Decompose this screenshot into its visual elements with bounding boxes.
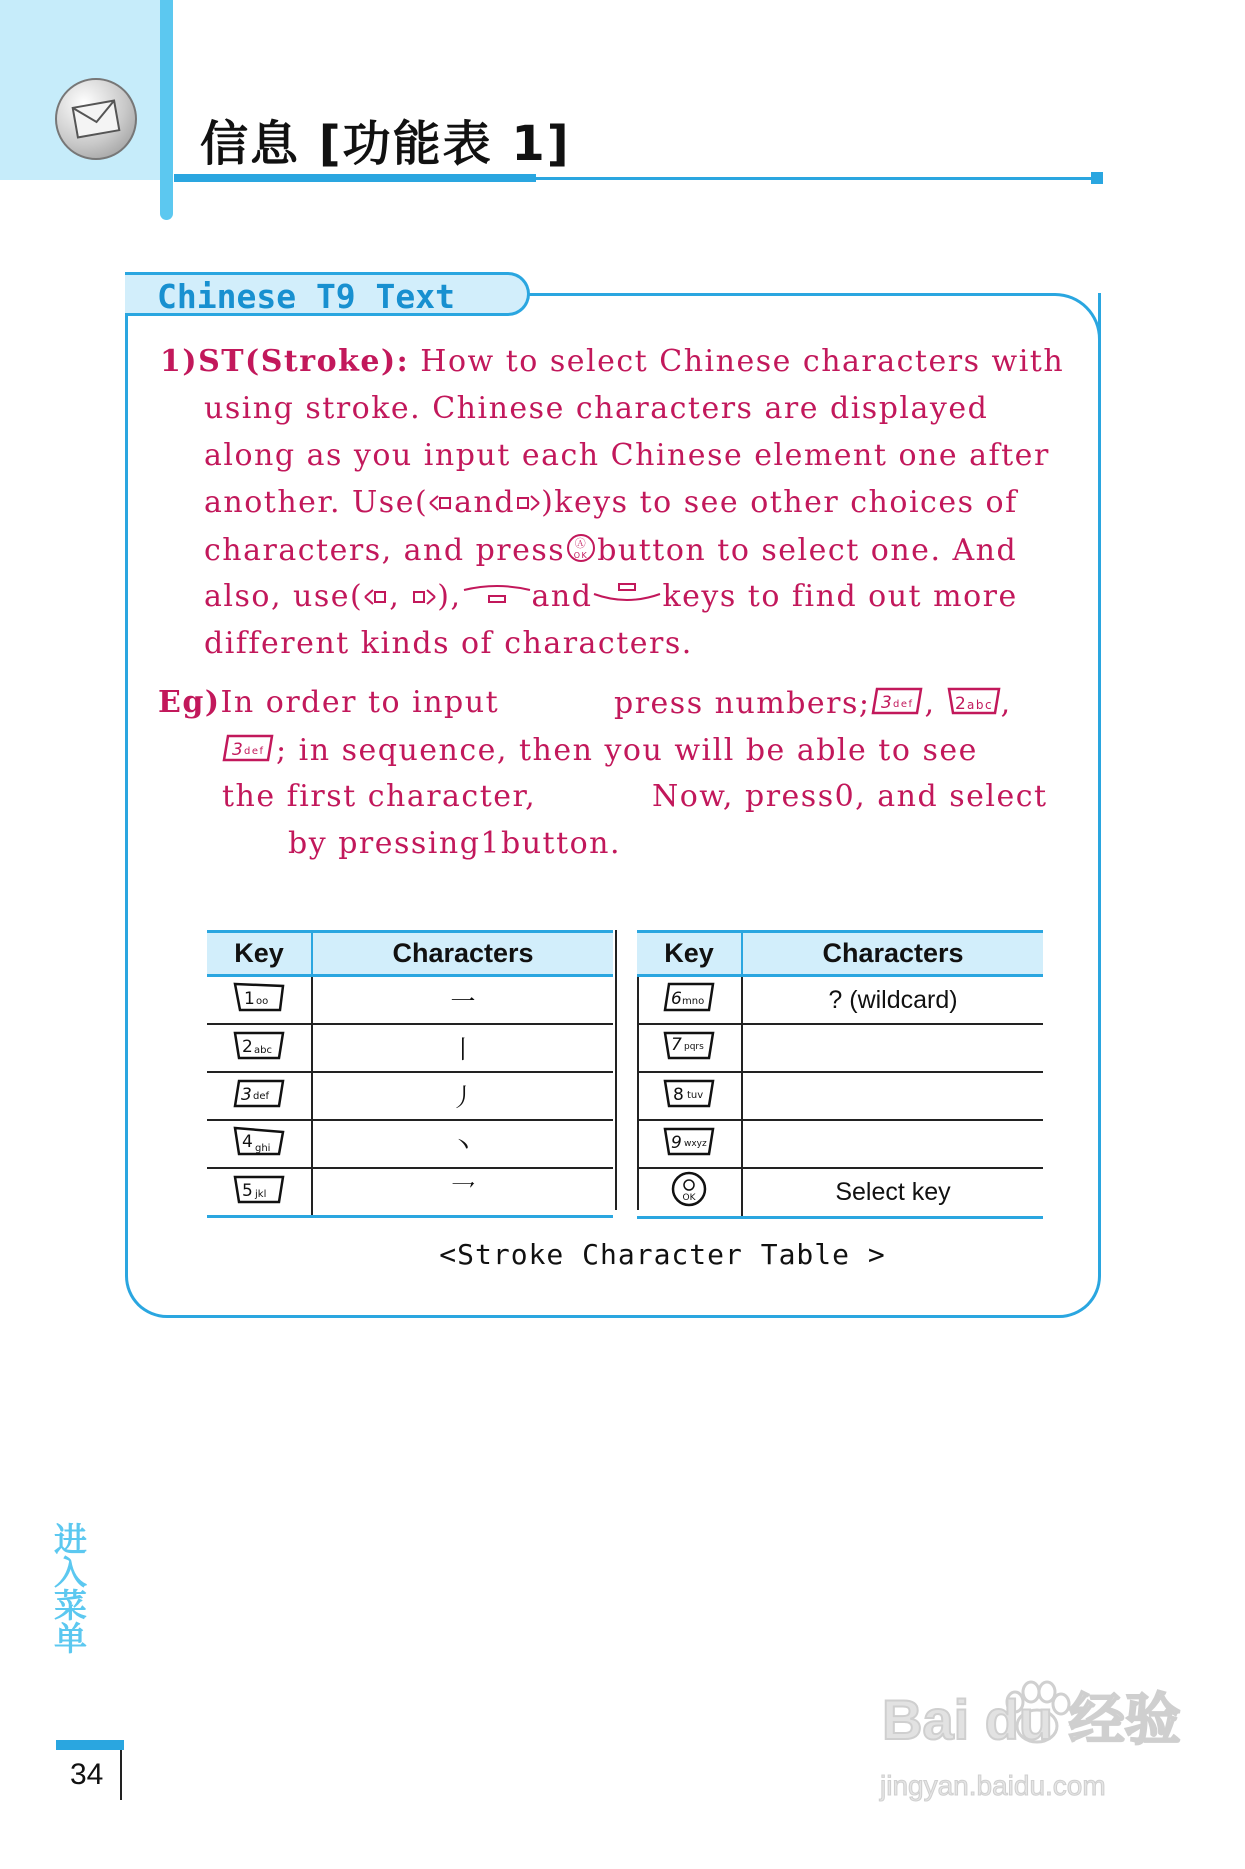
table-row [207, 1120, 613, 1168]
section-tab [125, 272, 530, 316]
stroke-char: 一 [312, 976, 613, 1025]
table-caption: <Stroke Character Table > [439, 1238, 886, 1271]
section-title: Chinese T9 Text [157, 277, 456, 316]
header-rule [536, 177, 1096, 180]
text-line: also, use( [204, 579, 364, 614]
svg-text:OK: OK [573, 551, 589, 560]
paragraph-line-2: using stroke. Chinese characters are displayed [204, 391, 989, 426]
svg-text:5: 5 [242, 1180, 253, 1201]
example-label: Eg) [158, 685, 221, 720]
key-3-icon [207, 1072, 312, 1120]
page-number-rule [120, 1750, 122, 1800]
separator: , [1000, 686, 1012, 721]
svg-text:Ⓐ: Ⓐ [574, 537, 588, 550]
stroke-char: 丿 [312, 1072, 613, 1120]
svg-text:8: 8 [673, 1084, 684, 1105]
right-arrow-key-icon [515, 487, 541, 522]
column-header-key: Key [637, 932, 742, 976]
right-arrow-key-icon [411, 581, 437, 616]
svg-text:7: 7 [671, 1034, 682, 1055]
text-line: , [389, 579, 401, 614]
text-line: keys to find out more [662, 579, 1018, 614]
svg-text:pqrs: pqrs [684, 1041, 704, 1052]
stroke-char: 丨 [312, 1024, 613, 1072]
table-row [207, 976, 613, 1025]
stroke-char: Select key [742, 1168, 1043, 1218]
table-row [637, 976, 1043, 1025]
table-row [637, 1120, 1043, 1168]
stroke-label: 1)ST(Stroke): [160, 344, 410, 379]
svg-text:9: 9 [671, 1132, 682, 1153]
paragraph-line-3: along as you input each Chinese element one after [204, 438, 1050, 473]
text-line: press numbers; [614, 686, 871, 721]
text-line: and [531, 579, 593, 614]
svg-text:2: 2 [242, 1036, 253, 1057]
text-line: characters, and press [204, 533, 566, 568]
key-5-icon [207, 1168, 312, 1217]
svg-text:3: 3 [232, 740, 245, 760]
svg-text:OK: OK [682, 1193, 696, 1203]
stroke-char: 丶 [312, 1120, 613, 1168]
watermark-logo: Bai du 经验 [882, 1688, 1181, 1751]
key-1-icon [207, 976, 312, 1025]
stroke-char: ? (wildcard) [742, 976, 1043, 1025]
key-3-icon [871, 685, 925, 725]
paragraph-line-5 [204, 532, 1017, 572]
table-row [207, 1168, 613, 1217]
page-title: 信息 [功能表 1] [200, 116, 571, 172]
sidebar-vertical-label: 进入菜单 [49, 1522, 88, 1654]
key-2-icon [947, 685, 1001, 725]
text-line: ), [437, 579, 462, 614]
text-line: Now, press0, and select [652, 779, 1048, 814]
example-line-3b [652, 779, 1048, 814]
svg-text:wxyz: wxyz [684, 1138, 707, 1149]
example-line-1 [158, 685, 499, 720]
table-row [207, 1072, 613, 1120]
stroke-char [742, 1072, 1043, 1120]
paragraph-line-6 [204, 579, 1018, 616]
table-row [637, 1072, 1043, 1120]
svg-text:def: def [253, 1090, 270, 1102]
key-9-icon [637, 1120, 742, 1168]
key-8-icon [637, 1072, 742, 1120]
table-row [637, 1168, 1043, 1218]
watermark-url: jingyan.baidu.com [880, 1770, 1106, 1801]
svg-text:jkl: jkl [255, 1188, 267, 1200]
text-line: )keys to see other choices of [541, 485, 1018, 520]
svg-text:ghi: ghi [255, 1142, 271, 1154]
text-line: another. Use( [204, 485, 429, 520]
left-arrow-key-icon [363, 581, 389, 616]
header-underline [174, 174, 536, 182]
paragraph-line-7: different kinds of characters. [204, 626, 693, 661]
table-divider [615, 930, 639, 1210]
column-header-characters: Characters [742, 932, 1043, 976]
key-2-icon [207, 1024, 312, 1072]
text-line: How to select Chinese characters with [420, 344, 1065, 379]
svg-text:mno: mno [682, 995, 705, 1007]
svg-text:3: 3 [880, 693, 893, 713]
example-line-3 [222, 779, 536, 814]
table-row [207, 1024, 613, 1072]
paragraph-line-4 [204, 485, 1018, 522]
example-line-4: by pressing1button. [288, 826, 622, 861]
separator: , [924, 686, 936, 721]
stroke-char [742, 1120, 1043, 1168]
stroke-char: 乛 [312, 1168, 613, 1217]
key-7-icon [637, 1024, 742, 1072]
content-box-top [528, 293, 1101, 343]
header-rule-end [1091, 172, 1103, 184]
svg-text:oo: oo [256, 995, 269, 1007]
stroke-table-left [207, 930, 613, 1218]
column-header-characters: Characters [312, 932, 613, 976]
stroke-table-right [637, 930, 1043, 1219]
svg-text:6: 6 [671, 988, 682, 1009]
svg-text:1: 1 [244, 988, 255, 1009]
page-number: 34 [70, 1758, 104, 1791]
text-line: and [454, 485, 516, 520]
left-arrow-key-icon [428, 487, 454, 522]
svg-text:3: 3 [241, 1084, 252, 1105]
text-line: the first character, [222, 779, 537, 814]
key-3-icon [222, 732, 276, 772]
example-line-2 [222, 732, 978, 772]
text-line: ; in sequence, then you will be able to see [276, 733, 978, 768]
svg-text:abc: abc [966, 698, 993, 712]
up-key-icon [462, 580, 532, 616]
column-header-key: Key [207, 932, 312, 976]
svg-text:4: 4 [242, 1131, 253, 1152]
ok-key-icon [637, 1168, 742, 1218]
key-6-icon [637, 976, 742, 1025]
down-key-icon [592, 580, 662, 616]
svg-text:def: def [892, 699, 914, 710]
paragraph-line-1 [160, 344, 1064, 379]
svg-text:2: 2 [954, 694, 967, 714]
key-4-icon [207, 1120, 312, 1168]
stroke-char [742, 1024, 1043, 1072]
svg-text:tuv: tuv [687, 1089, 704, 1101]
svg-text:abc: abc [254, 1044, 272, 1056]
page-number-bar [56, 1740, 124, 1750]
table-row [637, 1024, 1043, 1072]
example-line-1b [614, 685, 1012, 725]
svg-text:def: def [244, 746, 265, 757]
text-line: In order to input [220, 685, 500, 720]
text-line: button to select one. And [597, 533, 1018, 568]
envelope-icon [55, 78, 137, 160]
ok-key-icon [565, 532, 597, 572]
header-vertical-bar [160, 0, 173, 220]
